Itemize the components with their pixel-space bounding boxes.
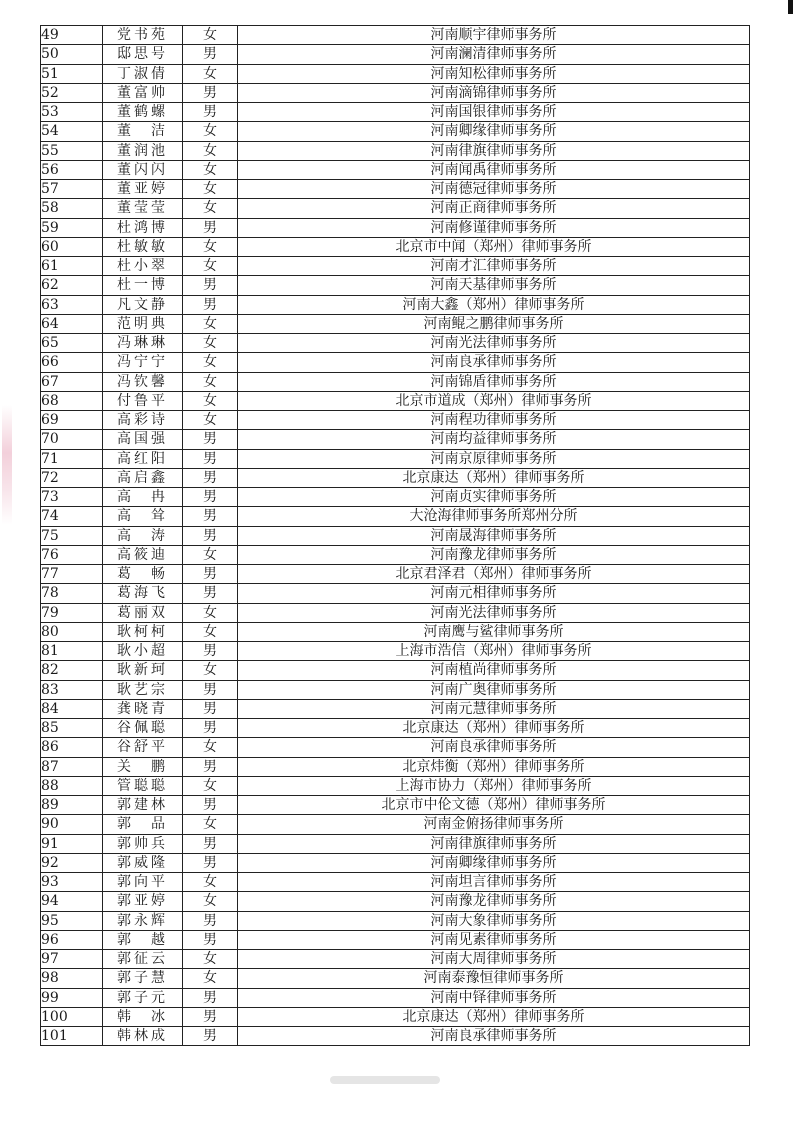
table-row <box>41 353 750 372</box>
table-row <box>41 449 750 468</box>
gender-cell: 女 <box>183 141 238 160</box>
table-row <box>41 83 750 102</box>
table-row <box>41 314 750 333</box>
gender-cell: 女 <box>183 969 238 988</box>
law-firm-name: 河南卿缘律师事务所 <box>238 853 750 872</box>
gender-cell: 女 <box>183 391 238 410</box>
lawyer-name: 郭亚婷 <box>103 892 183 911</box>
roster-body <box>41 26 750 1046</box>
row-number: 58 <box>41 199 103 218</box>
gender-cell: 男 <box>183 103 238 122</box>
gender-cell: 女 <box>183 180 238 199</box>
row-number: 75 <box>41 526 103 545</box>
gender-cell: 女 <box>183 738 238 757</box>
row-number: 53 <box>41 103 103 122</box>
gender-cell: 女 <box>183 411 238 430</box>
row-number: 79 <box>41 603 103 622</box>
gender-cell: 男 <box>183 526 238 545</box>
row-number: 100 <box>41 1007 103 1026</box>
gender-cell: 男 <box>183 449 238 468</box>
table-row <box>41 488 750 507</box>
row-number: 78 <box>41 584 103 603</box>
gender-cell: 男 <box>183 1007 238 1026</box>
gender-cell: 女 <box>183 603 238 622</box>
table-row <box>41 468 750 487</box>
gender-cell: 男 <box>183 584 238 603</box>
row-number: 101 <box>41 1027 103 1046</box>
table-row <box>41 873 750 892</box>
law-firm-name: 河南知松律师事务所 <box>238 64 750 83</box>
gender-cell: 男 <box>183 45 238 64</box>
table-row <box>41 391 750 410</box>
row-number: 73 <box>41 488 103 507</box>
row-number: 59 <box>41 218 103 237</box>
table-row <box>41 565 750 584</box>
law-firm-name: 河南顺宇律师事务所 <box>238 26 750 45</box>
lawyer-name: 郭子慧 <box>103 969 183 988</box>
row-number: 74 <box>41 507 103 526</box>
lawyer-roster-table <box>40 25 750 1046</box>
row-number: 76 <box>41 545 103 564</box>
table-row <box>41 218 750 237</box>
lawyer-name: 董莹莹 <box>103 199 183 218</box>
law-firm-name: 北京君泽君（郑州）律师事务所 <box>238 565 750 584</box>
law-firm-name: 河南贞实律师事务所 <box>238 488 750 507</box>
row-number: 83 <box>41 680 103 699</box>
table-row <box>41 642 750 661</box>
law-firm-name: 河南京原律师事务所 <box>238 449 750 468</box>
gender-cell: 男 <box>183 988 238 1007</box>
law-firm-name: 河南大鑫（郑州）律师事务所 <box>238 295 750 314</box>
law-firm-name: 河南国银律师事务所 <box>238 103 750 122</box>
lawyer-name: 杜一博 <box>103 276 183 295</box>
table-row <box>41 334 750 353</box>
row-number: 81 <box>41 642 103 661</box>
gender-cell: 男 <box>183 83 238 102</box>
table-row <box>41 622 750 641</box>
row-number: 65 <box>41 334 103 353</box>
lawyer-name: 董亚婷 <box>103 180 183 199</box>
stamp-bleed-mark <box>2 405 12 525</box>
law-firm-name: 大沧海律师事务所郑州分所 <box>238 507 750 526</box>
table-row <box>41 526 750 545</box>
gender-cell: 女 <box>183 160 238 179</box>
law-firm-name: 河南良承律师事务所 <box>238 738 750 757</box>
law-firm-name: 河南豫龙律师事务所 <box>238 545 750 564</box>
gender-cell: 女 <box>183 237 238 256</box>
table-row <box>41 295 750 314</box>
law-firm-name: 河南豫龙律师事务所 <box>238 892 750 911</box>
table-row <box>41 796 750 815</box>
lawyer-name: 郭向平 <box>103 873 183 892</box>
lawyer-name: 高 冉 <box>103 488 183 507</box>
row-number: 88 <box>41 776 103 795</box>
law-firm-name: 河南见素律师事务所 <box>238 930 750 949</box>
row-number: 55 <box>41 141 103 160</box>
table-row <box>41 545 750 564</box>
row-number: 67 <box>41 372 103 391</box>
lawyer-name: 郭 越 <box>103 930 183 949</box>
table-row <box>41 141 750 160</box>
gender-cell: 男 <box>183 488 238 507</box>
table-row <box>41 719 750 738</box>
gender-cell: 男 <box>183 699 238 718</box>
lawyer-name: 丁淑倩 <box>103 64 183 83</box>
gender-cell: 女 <box>183 545 238 564</box>
lawyer-name: 谷舒平 <box>103 738 183 757</box>
table-row <box>41 776 750 795</box>
law-firm-name: 河南大象律师事务所 <box>238 911 750 930</box>
lawyer-name: 高启鑫 <box>103 468 183 487</box>
row-number: 60 <box>41 237 103 256</box>
row-number: 90 <box>41 815 103 834</box>
law-firm-name: 河南才汇律师事务所 <box>238 257 750 276</box>
row-number: 62 <box>41 276 103 295</box>
gender-cell: 女 <box>183 892 238 911</box>
lawyer-name: 董 洁 <box>103 122 183 141</box>
row-number: 86 <box>41 738 103 757</box>
table-row <box>41 411 750 430</box>
law-firm-name: 河南良承律师事务所 <box>238 1027 750 1046</box>
row-number: 80 <box>41 622 103 641</box>
lawyer-name: 付鲁平 <box>103 391 183 410</box>
gender-cell: 男 <box>183 834 238 853</box>
lawyer-name: 关 鹏 <box>103 757 183 776</box>
law-firm-name: 河南律旗律师事务所 <box>238 141 750 160</box>
gender-cell: 男 <box>183 796 238 815</box>
lawyer-name: 党书苑 <box>103 26 183 45</box>
row-number: 93 <box>41 873 103 892</box>
lawyer-name: 郭威隆 <box>103 853 183 872</box>
row-number: 51 <box>41 64 103 83</box>
law-firm-name: 河南中铎律师事务所 <box>238 988 750 1007</box>
lawyer-name: 冯琳琳 <box>103 334 183 353</box>
gender-cell: 男 <box>183 930 238 949</box>
gender-cell: 男 <box>183 295 238 314</box>
gender-cell: 女 <box>183 372 238 391</box>
gender-cell: 女 <box>183 776 238 795</box>
table-row <box>41 661 750 680</box>
table-row <box>41 507 750 526</box>
lawyer-name: 董闪闪 <box>103 160 183 179</box>
law-firm-name: 河南金俯扬律师事务所 <box>238 815 750 834</box>
law-firm-name: 河南光法律师事务所 <box>238 334 750 353</box>
lawyer-name: 高 涛 <box>103 526 183 545</box>
law-firm-name: 河南晟海律师事务所 <box>238 526 750 545</box>
gender-cell: 男 <box>183 719 238 738</box>
row-number: 85 <box>41 719 103 738</box>
table-row <box>41 237 750 256</box>
lawyer-name: 耿柯柯 <box>103 622 183 641</box>
gender-cell: 女 <box>183 64 238 83</box>
lawyer-name: 凡文静 <box>103 295 183 314</box>
row-number: 70 <box>41 430 103 449</box>
gender-cell: 男 <box>183 853 238 872</box>
row-number: 61 <box>41 257 103 276</box>
scan-corner-mark <box>788 0 793 14</box>
row-number: 84 <box>41 699 103 718</box>
lawyer-name: 董富帅 <box>103 83 183 102</box>
lawyer-name: 郭永辉 <box>103 911 183 930</box>
law-firm-name: 河南坦言律师事务所 <box>238 873 750 892</box>
row-number: 54 <box>41 122 103 141</box>
law-firm-name: 河南元慧律师事务所 <box>238 699 750 718</box>
law-firm-name: 河南良承律师事务所 <box>238 353 750 372</box>
gender-cell: 女 <box>183 257 238 276</box>
law-firm-name: 河南滴锦律师事务所 <box>238 83 750 102</box>
table-row <box>41 276 750 295</box>
row-number: 82 <box>41 661 103 680</box>
gender-cell: 女 <box>183 122 238 141</box>
table-row <box>41 430 750 449</box>
table-row <box>41 738 750 757</box>
table-row <box>41 1027 750 1046</box>
row-number: 56 <box>41 160 103 179</box>
table-row <box>41 603 750 622</box>
row-number: 89 <box>41 796 103 815</box>
row-number: 92 <box>41 853 103 872</box>
law-firm-name: 河南鹰与鲨律师事务所 <box>238 622 750 641</box>
table-row <box>41 757 750 776</box>
law-firm-name: 河南闻禹律师事务所 <box>238 160 750 179</box>
law-firm-name: 北京康达（郑州）律师事务所 <box>238 1007 750 1026</box>
row-number: 66 <box>41 353 103 372</box>
lawyer-name: 葛海飞 <box>103 584 183 603</box>
table-row <box>41 26 750 45</box>
table-row <box>41 160 750 179</box>
lawyer-name: 葛 畅 <box>103 565 183 584</box>
lawyer-name: 管聪聪 <box>103 776 183 795</box>
table-row <box>41 699 750 718</box>
gender-cell: 男 <box>183 680 238 699</box>
lawyer-name: 杜敏敏 <box>103 237 183 256</box>
lawyer-name: 杜鸿博 <box>103 218 183 237</box>
gender-cell: 女 <box>183 334 238 353</box>
gender-cell: 男 <box>183 642 238 661</box>
row-number: 50 <box>41 45 103 64</box>
lawyer-name: 葛丽双 <box>103 603 183 622</box>
gender-cell: 女 <box>183 815 238 834</box>
table-row <box>41 930 750 949</box>
gender-cell: 男 <box>183 430 238 449</box>
law-firm-name: 河南修谨律师事务所 <box>238 218 750 237</box>
law-firm-name: 河南正商律师事务所 <box>238 199 750 218</box>
lawyer-name: 高彩诗 <box>103 411 183 430</box>
law-firm-name: 河南锦盾律师事务所 <box>238 372 750 391</box>
row-number: 64 <box>41 314 103 333</box>
lawyer-name: 高红阳 <box>103 449 183 468</box>
law-firm-name: 北京市中闻（郑州）律师事务所 <box>238 237 750 256</box>
table-row <box>41 834 750 853</box>
row-number: 96 <box>41 930 103 949</box>
table-row <box>41 372 750 391</box>
lawyer-name: 耿小超 <box>103 642 183 661</box>
table-row <box>41 257 750 276</box>
row-number: 57 <box>41 180 103 199</box>
lawyer-name: 董鹤螺 <box>103 103 183 122</box>
law-firm-name: 河南大周律师事务所 <box>238 950 750 969</box>
law-firm-name: 北京康达（郑州）律师事务所 <box>238 468 750 487</box>
lawyer-name: 冯宁宁 <box>103 353 183 372</box>
lawyer-name: 范明典 <box>103 314 183 333</box>
lawyer-name: 龚晓青 <box>103 699 183 718</box>
law-firm-name: 北京市道成（郑州）律师事务所 <box>238 391 750 410</box>
table-row <box>41 103 750 122</box>
table-row <box>41 1007 750 1026</box>
law-firm-name: 河南光法律师事务所 <box>238 603 750 622</box>
scan-smudge <box>330 1076 440 1084</box>
row-number: 71 <box>41 449 103 468</box>
law-firm-name: 河南程功律师事务所 <box>238 411 750 430</box>
lawyer-name: 郭 品 <box>103 815 183 834</box>
gender-cell: 女 <box>183 314 238 333</box>
gender-cell: 男 <box>183 218 238 237</box>
row-number: 99 <box>41 988 103 1007</box>
lawyer-name: 耿艺宗 <box>103 680 183 699</box>
row-number: 63 <box>41 295 103 314</box>
gender-cell: 女 <box>183 950 238 969</box>
lawyer-name: 耿新珂 <box>103 661 183 680</box>
law-firm-name: 河南均益律师事务所 <box>238 430 750 449</box>
law-firm-name: 河南广奥律师事务所 <box>238 680 750 699</box>
lawyer-name: 郭帅兵 <box>103 834 183 853</box>
law-firm-name: 北京市中伦文德（郑州）律师事务所 <box>238 796 750 815</box>
law-firm-name: 北京康达（郑州）律师事务所 <box>238 719 750 738</box>
table-row <box>41 199 750 218</box>
gender-cell: 女 <box>183 199 238 218</box>
row-number: 91 <box>41 834 103 853</box>
row-number: 77 <box>41 565 103 584</box>
row-number: 52 <box>41 83 103 102</box>
lawyer-name: 韩林成 <box>103 1027 183 1046</box>
law-firm-name: 河南鲲之鹏律师事务所 <box>238 314 750 333</box>
row-number: 87 <box>41 757 103 776</box>
law-firm-name: 上海市浩信（郑州）律师事务所 <box>238 642 750 661</box>
law-firm-name: 河南卿缘律师事务所 <box>238 122 750 141</box>
lawyer-name: 邸思号 <box>103 45 183 64</box>
lawyer-name: 高 耸 <box>103 507 183 526</box>
row-number: 95 <box>41 911 103 930</box>
row-number: 68 <box>41 391 103 410</box>
table-row <box>41 584 750 603</box>
gender-cell: 男 <box>183 276 238 295</box>
row-number: 69 <box>41 411 103 430</box>
table-row <box>41 950 750 969</box>
table-row <box>41 64 750 83</box>
law-firm-name: 河南澜清律师事务所 <box>238 45 750 64</box>
gender-cell: 女 <box>183 873 238 892</box>
table-row <box>41 892 750 911</box>
row-number: 94 <box>41 892 103 911</box>
law-firm-name: 河南元相律师事务所 <box>238 584 750 603</box>
table-row <box>41 45 750 64</box>
gender-cell: 女 <box>183 622 238 641</box>
law-firm-name: 河南泰豫恒律师事务所 <box>238 969 750 988</box>
gender-cell: 男 <box>183 565 238 584</box>
gender-cell: 女 <box>183 661 238 680</box>
gender-cell: 男 <box>183 911 238 930</box>
table-row <box>41 969 750 988</box>
gender-cell: 男 <box>183 757 238 776</box>
lawyer-name: 杜小翠 <box>103 257 183 276</box>
law-firm-name: 河南德冠律师事务所 <box>238 180 750 199</box>
table-row <box>41 122 750 141</box>
table-row <box>41 180 750 199</box>
table-row <box>41 988 750 1007</box>
lawyer-name: 郭建林 <box>103 796 183 815</box>
gender-cell: 女 <box>183 353 238 372</box>
row-number: 49 <box>41 26 103 45</box>
gender-cell: 男 <box>183 1027 238 1046</box>
lawyer-name: 郭子元 <box>103 988 183 1007</box>
lawyer-name: 郭征云 <box>103 950 183 969</box>
law-firm-name: 河南律旗律师事务所 <box>238 834 750 853</box>
gender-cell: 男 <box>183 507 238 526</box>
table-row <box>41 680 750 699</box>
law-firm-name: 河南天基律师事务所 <box>238 276 750 295</box>
law-firm-name: 河南植尚律师事务所 <box>238 661 750 680</box>
table-row <box>41 911 750 930</box>
table-row <box>41 815 750 834</box>
lawyer-name: 谷佩聪 <box>103 719 183 738</box>
gender-cell: 女 <box>183 26 238 45</box>
row-number: 98 <box>41 969 103 988</box>
lawyer-name: 高筱迪 <box>103 545 183 564</box>
row-number: 97 <box>41 950 103 969</box>
law-firm-name: 上海市协力（郑州）律师事务所 <box>238 776 750 795</box>
lawyer-name: 董润池 <box>103 141 183 160</box>
lawyer-name: 高国强 <box>103 430 183 449</box>
lawyer-name: 韩 冰 <box>103 1007 183 1026</box>
law-firm-name: 北京炜衡（郑州）律师事务所 <box>238 757 750 776</box>
lawyer-name: 冯钦馨 <box>103 372 183 391</box>
row-number: 72 <box>41 468 103 487</box>
gender-cell: 男 <box>183 468 238 487</box>
table-row <box>41 853 750 872</box>
